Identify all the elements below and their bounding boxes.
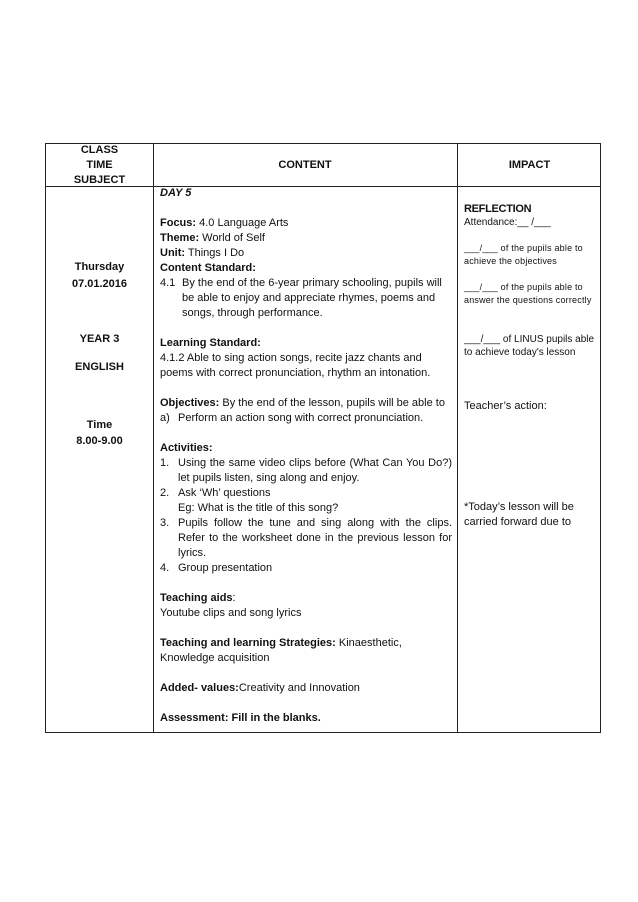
content-standard [160, 276, 452, 321]
day-label: Thursday [74, 261, 125, 273]
carried-forward-line: *Today’s lesson will be carried forward due to [464, 501, 574, 528]
year-label: YEAR 3 [79, 333, 120, 345]
time-value: 8.00-9.00 [76, 435, 123, 447]
strategies-label: Teaching and learning Strategies: [160, 637, 336, 649]
assessment-label: Assessment: Fill in the blanks. [160, 712, 321, 724]
objective-text: Perform an action song with correct pronunciation. [178, 412, 424, 424]
learning-standard-text: 4.1.2 Able to sing action songs, recite jazz chants and poems with correct pronunciation, rhythm an intonation. [160, 352, 431, 379]
theme-label: Theme: [160, 232, 200, 244]
questions-answered-line: ___/___ of the pupils able to answer the questions correctly [464, 282, 592, 305]
teaching-aids-line [160, 591, 452, 606]
content-standard-text: By the end of the 6-year primary schooling, pupils will be able to enjoy and appreciate rhymes, poems and songs, through performance. [182, 277, 442, 319]
lesson-day: DAY 5 [160, 187, 192, 199]
subject-label: ENGLISH [75, 361, 124, 373]
added-values-label: Added- values: [160, 682, 239, 694]
objectives-value: By the end of the lesson, pupils will be able to [219, 397, 445, 409]
lesson-plan-table [45, 143, 601, 733]
focus-line [160, 216, 452, 231]
added-values-line [160, 681, 452, 696]
learning-standard-label: Learning Standard: [160, 337, 261, 349]
activity-text [178, 486, 452, 516]
unit-line [160, 246, 452, 261]
time-label: Time [86, 419, 113, 431]
linus-pupils-line: ___/___ of LINUS pupils able to achieve today's lesson [464, 334, 595, 358]
impact-column [464, 186, 596, 530]
activity-item [160, 486, 452, 516]
theme-line [160, 231, 452, 246]
header-subject: SUBJECT [73, 173, 126, 186]
date-label: 07.01.2016 [71, 278, 128, 290]
header-class: CLASS [80, 143, 119, 156]
header-class-time-subject [46, 144, 153, 186]
activity-item [160, 561, 452, 576]
unit-label: Unit: [160, 247, 186, 259]
content-standard-label: Content Standard: [160, 262, 256, 274]
strategies-line [160, 636, 452, 666]
activity-number: 4. [160, 562, 170, 574]
focus-value: 4.0 Language Arts [196, 217, 289, 229]
theme-value: World of Self [199, 232, 265, 244]
content-column [160, 186, 452, 726]
activity-example: Eg: What is the title of this song? [178, 502, 339, 514]
focus-label: Focus: [160, 217, 197, 229]
column-divider [153, 144, 154, 732]
activity-text: Group presentation [178, 562, 273, 574]
activity-item [160, 516, 452, 561]
teaching-aids-value: Youtube clips and song lyrics [160, 607, 302, 619]
objectives-achieved-line: ___/___ of the pupils able to achieve the objectives [464, 243, 583, 266]
added-values-value: Creativity and Innovation [238, 682, 360, 694]
unit-value: Things I Do [185, 247, 245, 259]
activity-item [160, 456, 452, 486]
strategies-value: Kinaesthetic, Knowledge acquisition [160, 637, 402, 664]
activity-number: 1. [160, 457, 170, 469]
objective-item [160, 411, 452, 426]
attendance-line: Attendance:__ /___ [464, 217, 551, 228]
teaching-aids-colon: : [232, 592, 236, 604]
reflection-heading: REFLECTION [464, 203, 532, 215]
objective-marker: a) [160, 412, 170, 424]
activity-text-main: Ask ‘Wh’ questions [178, 487, 271, 499]
teacher-action-label: Teacher’s action: [464, 400, 547, 412]
objectives-line [160, 396, 452, 411]
objectives-label: Objectives: [160, 397, 220, 409]
activities-label: Activities: [160, 442, 213, 454]
column-divider [457, 144, 458, 732]
activity-text: Pupils follow the tune and sing along with the clips. Refer to the worksheet done in the previous lesson for lyrics. [178, 517, 452, 559]
activity-number: 3. [160, 517, 170, 529]
activity-number: 2. [160, 487, 170, 499]
header-impact: IMPACT [508, 158, 551, 171]
header-time: TIME [86, 158, 113, 171]
header-content: CONTENT [278, 158, 332, 171]
activity-text: Using the same video clips before (What Can You Do?) let pupils listen, sing along and enjoy. [178, 457, 452, 484]
teaching-aids-label: Teaching aids [160, 592, 233, 604]
content-standard-number: 4.1 [160, 277, 176, 289]
